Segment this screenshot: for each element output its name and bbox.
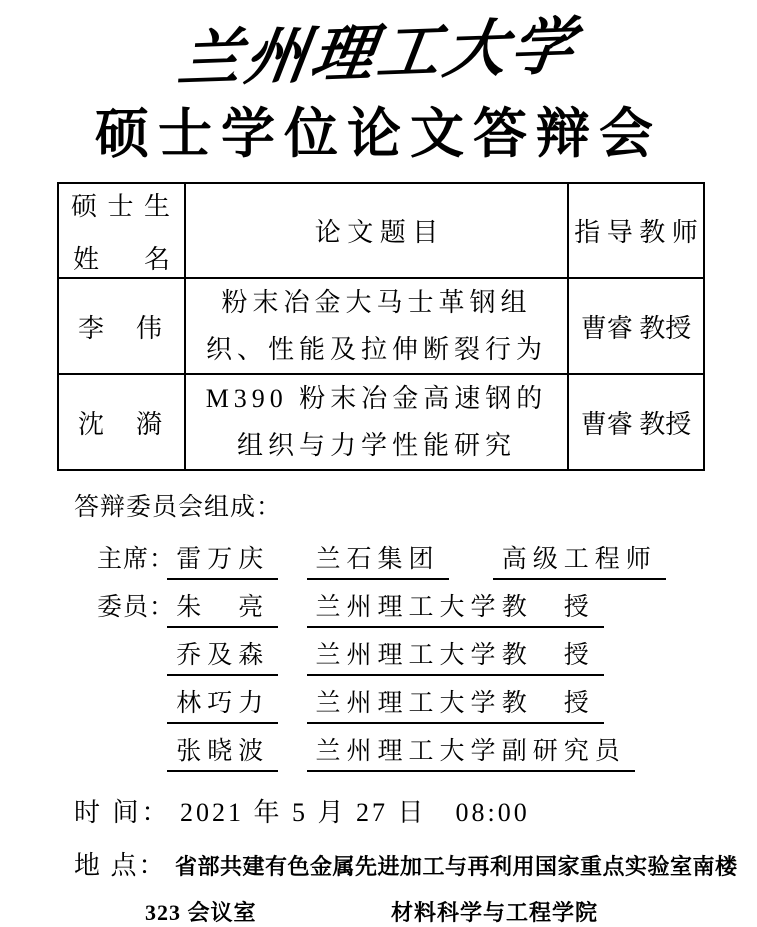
committee-heading: 答辩委员会组成：	[74, 494, 283, 521]
committee-role-label: 委员：	[97, 594, 176, 621]
student-name-header-line1: 硕 士 生	[70, 191, 172, 221]
committee-member-name: 张晓波	[167, 737, 278, 772]
advisor-name: 曹睿 教授	[568, 278, 704, 374]
advisor-name: 曹睿 教授	[568, 374, 704, 470]
committee-row-member	[97, 593, 757, 628]
defense-table	[57, 182, 705, 471]
time-value: 2021 年 5 月 27 日 08:00	[180, 798, 530, 827]
committee-list	[0, 545, 757, 772]
committee-member-name: 雷万庆	[167, 545, 278, 580]
table-header-row	[58, 183, 704, 278]
place-room: 323 会议室	[145, 900, 257, 925]
student-name-header-ming: 名	[143, 244, 170, 274]
logo-container	[0, 0, 757, 100]
student-name-header-line2	[59, 239, 184, 276]
committee-member-name: 林巧力	[167, 689, 278, 724]
university-logo-calligraphy: 兰州理工大学	[174, 13, 583, 95]
place-row-line2	[145, 896, 757, 927]
place-school: 材料科学与工程学院	[391, 900, 599, 925]
thesis-title: M390 粉末冶金高速钢的组织与力学性能研究	[185, 374, 568, 470]
page-title: 硕士学位论文答辩会	[95, 104, 662, 164]
committee-row-member	[97, 689, 757, 724]
committee-member-title: 教 授	[493, 689, 604, 724]
committee-member-org: 兰石集团	[307, 545, 449, 580]
student-name-header-xing: 姓	[73, 244, 100, 274]
col-header-advisor: 指 导 教 师	[568, 183, 704, 278]
committee-member-name: 朱 亮	[167, 593, 278, 628]
committee-member-org: 兰州理工大学	[307, 737, 511, 772]
place-label: 地 点：	[74, 851, 167, 880]
student-name: 李 伟	[58, 278, 185, 374]
thesis-title: 粉末冶金大马士革钢组织、性能及拉伸断裂行为	[185, 278, 568, 374]
table-row	[58, 374, 704, 470]
time-label: 时 间：	[74, 798, 171, 827]
table-row	[58, 278, 704, 374]
student-name: 沈 漪	[58, 374, 185, 470]
place-row	[74, 845, 757, 882]
committee-row-member	[97, 641, 757, 676]
place-value-line1: 省部共建有色金属先进加工与再利用国家重点实验室南楼	[175, 854, 738, 879]
time-row	[74, 792, 757, 829]
committee-member-org: 兰州理工大学	[307, 689, 511, 724]
committee-member-title: 教 授	[493, 593, 604, 628]
committee-member-org: 兰州理工大学	[307, 641, 511, 676]
committee-member-title: 副研究员	[493, 737, 635, 772]
col-header-thesis-title: 论 文 题 目	[185, 183, 568, 278]
committee-member-title: 高级工程师	[493, 545, 666, 580]
committee-row-chair	[97, 545, 757, 580]
committee-member-title: 教 授	[493, 641, 604, 676]
col-header-student-name	[58, 183, 185, 278]
committee-member-org: 兰州理工大学	[307, 593, 511, 628]
committee-member-name: 乔及森	[167, 641, 278, 676]
committee-row-member	[97, 737, 757, 772]
committee-role-label: 主席：	[97, 546, 176, 573]
